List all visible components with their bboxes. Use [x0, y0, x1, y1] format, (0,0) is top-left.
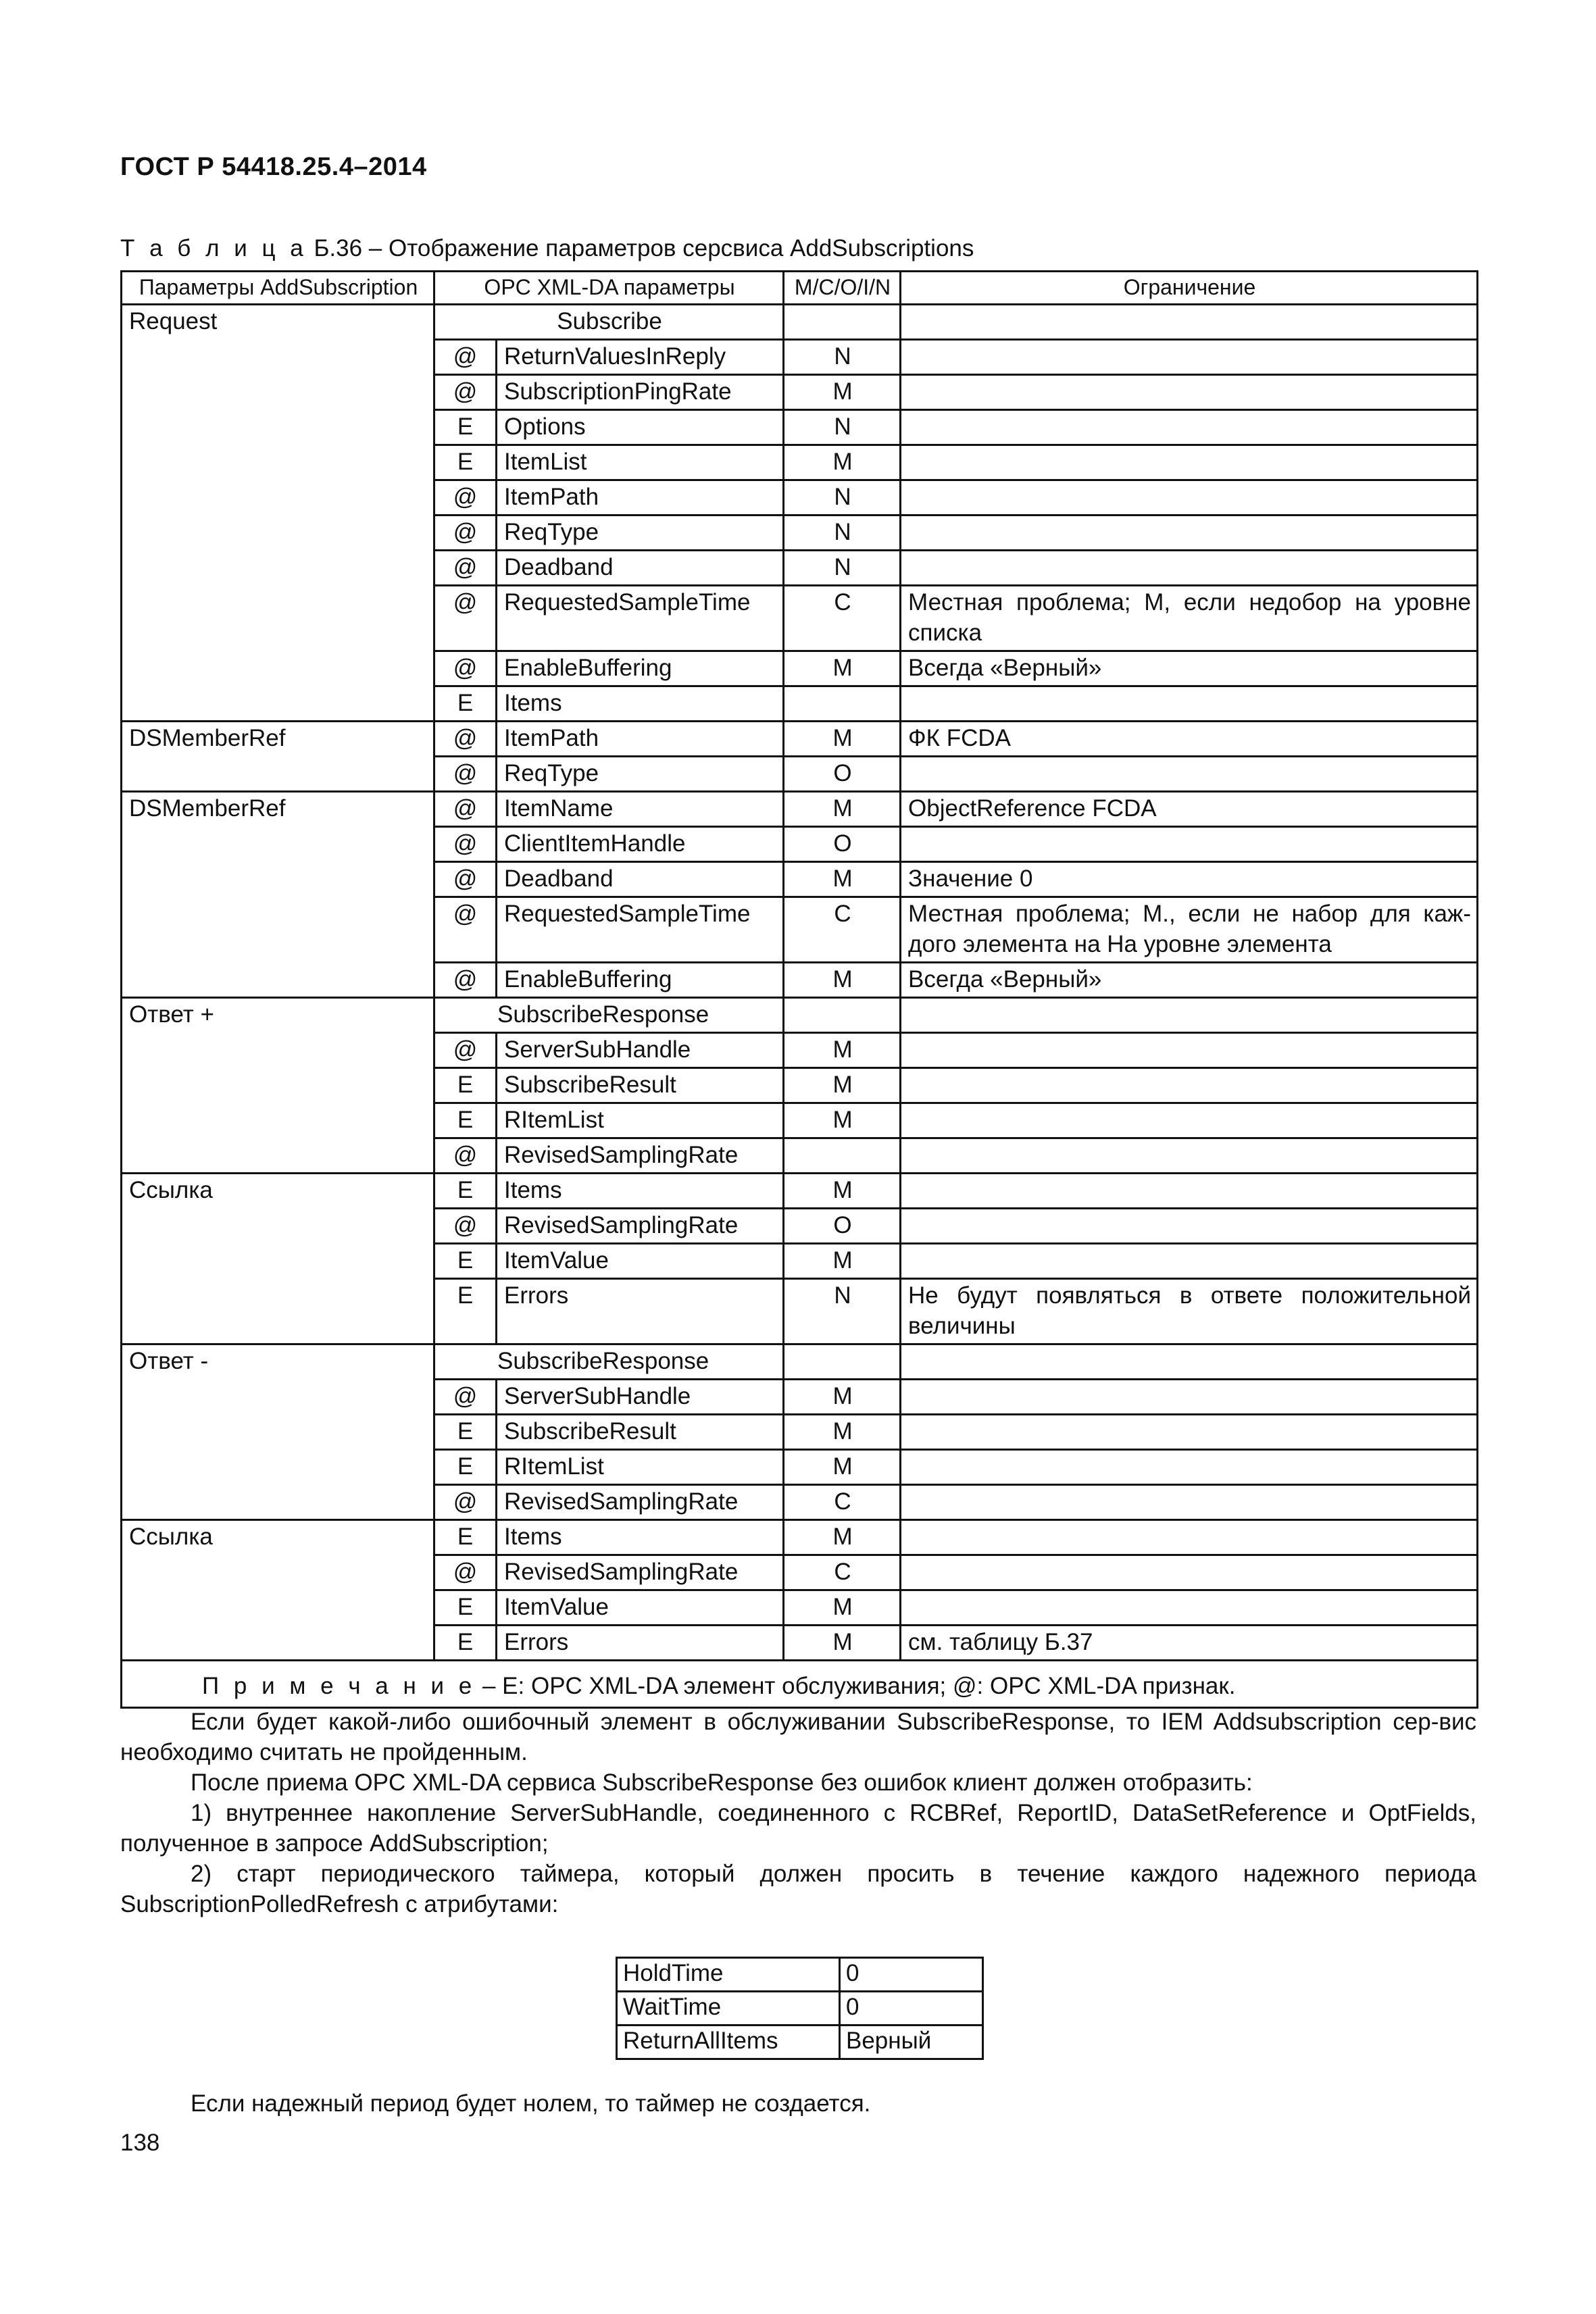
opc-type-cell: E	[434, 686, 497, 722]
timer-attribute-name: WaitTime	[617, 1992, 840, 2026]
table-row	[122, 862, 1478, 897]
opc-name-cell: SubscriptionPingRate	[497, 375, 784, 410]
opc-type-cell: @	[434, 651, 497, 686]
table-row	[122, 897, 1478, 963]
table-row	[122, 792, 1478, 827]
table-row	[122, 1279, 1478, 1344]
paragraph: 1) внутреннее накопление ServerSubHandle, соединенного с RCBRef, ReportID, DataSetReference и OptFields, полученное в запросе AddSubscription;	[120, 1800, 1476, 1857]
opc-type-cell: E	[434, 1244, 497, 1279]
limitation-cell: Всегда «Верный»	[901, 963, 1478, 998]
requirement-cell: M	[784, 1380, 901, 1415]
param-cell: DSMemberRef	[122, 722, 434, 757]
table-header-row	[122, 272, 1478, 305]
column-header: M/C/O/I/N	[784, 272, 901, 305]
param-cell	[122, 340, 434, 375]
table-row	[122, 1209, 1478, 1244]
limitation-cell	[901, 515, 1478, 551]
requirement-cell: N	[784, 515, 901, 551]
opc-type-cell: E	[434, 1415, 497, 1450]
document-header-title: ГОСТ Р 54418.25.4–2014	[120, 153, 427, 181]
limitation-cell	[901, 480, 1478, 515]
opc-name-cell: ItemName	[497, 792, 784, 827]
timer-attribute-value: Верный	[840, 2026, 983, 2059]
table-caption-text: Б.36 – Отображение параметров серсвиса AddSubscriptions	[307, 235, 974, 261]
limitation-cell	[901, 1344, 1478, 1380]
limitation-cell	[901, 1103, 1478, 1138]
requirement-cell	[784, 1344, 901, 1380]
opc-name-cell: RequestedSampleTime	[497, 897, 784, 963]
table-row	[122, 1590, 1478, 1626]
opc-name-cell: ItemValue	[497, 1590, 784, 1626]
param-cell	[122, 445, 434, 480]
limitation-cell	[901, 827, 1478, 862]
limitation-cell	[901, 1450, 1478, 1485]
param-cell	[122, 375, 434, 410]
limitation-cell	[901, 340, 1478, 375]
opc-name-cell: ServerSubHandle	[497, 1033, 784, 1068]
opc-type-cell: @	[434, 1138, 497, 1174]
param-cell	[122, 1380, 434, 1415]
requirement-cell: M	[784, 1174, 901, 1209]
opc-name-cell: ReturnValuesInReply	[497, 340, 784, 375]
opc-type-cell: @	[434, 1209, 497, 1244]
table-note-text: – E: OPC XML-DA элемент обслуживания; @: OPC XML-DA признак.	[476, 1673, 1236, 1699]
limitation-cell	[901, 1555, 1478, 1590]
opc-name-cell: Subscribe	[434, 305, 784, 340]
table-row	[122, 1103, 1478, 1138]
limitation-cell: ФК FCDA	[901, 722, 1478, 757]
opc-type-cell: @	[434, 1485, 497, 1520]
limitation-cell	[901, 305, 1478, 340]
table-row	[122, 651, 1478, 686]
requirement-cell: M	[784, 792, 901, 827]
table-row	[122, 410, 1478, 445]
table-row	[122, 963, 1478, 998]
opc-type-cell: @	[434, 1380, 497, 1415]
opc-type-cell: E	[434, 410, 497, 445]
opc-name-cell: ClientItemHandle	[497, 827, 784, 862]
param-cell: Ссылка	[122, 1520, 434, 1555]
requirement-cell: M	[784, 862, 901, 897]
opc-type-cell: @	[434, 340, 497, 375]
table-row	[122, 551, 1478, 586]
requirement-cell: M	[784, 445, 901, 480]
table-row	[122, 1244, 1478, 1279]
page-number: 138	[120, 2130, 160, 2156]
opc-name-cell: EnableBuffering	[497, 651, 784, 686]
param-cell: Ссылка	[122, 1174, 434, 1209]
requirement-cell: M	[784, 1033, 901, 1068]
param-cell	[122, 1626, 434, 1661]
opc-type-cell: E	[434, 1626, 497, 1661]
opc-type-cell: @	[434, 375, 497, 410]
timer-attribute-row	[617, 1992, 983, 2026]
table-row	[122, 722, 1478, 757]
param-cell	[122, 1590, 434, 1626]
opc-type-cell: E	[434, 445, 497, 480]
paragraph: После приема OPC XML-DA сервиса SubscribeResponse без ошибок клиент должен отобразить:	[191, 1769, 1253, 1796]
requirement-cell: M	[784, 1520, 901, 1555]
requirement-cell: N	[784, 340, 901, 375]
param-cell: DSMemberRef	[122, 792, 434, 827]
opc-name-cell: RItemList	[497, 1103, 784, 1138]
limitation-cell	[901, 1590, 1478, 1626]
limitation-cell	[901, 757, 1478, 792]
opc-name-cell: Deadband	[497, 862, 784, 897]
requirement-cell	[784, 686, 901, 722]
table-row	[122, 1174, 1478, 1209]
table-row	[122, 686, 1478, 722]
requirement-cell: N	[784, 480, 901, 515]
table-row	[122, 1138, 1478, 1174]
opc-name-cell: SubscribeResponse	[434, 998, 784, 1033]
requirement-cell: N	[784, 410, 901, 445]
table-row	[122, 1068, 1478, 1103]
table-row	[122, 375, 1478, 410]
paragraph: Если будет какой-либо ошибочный элемент в обслуживании SubscribeResponse, то IEM Addsubscription сер-вис необходимо считать не пройденным.	[120, 1709, 1476, 1765]
limitation-cell	[901, 445, 1478, 480]
opc-name-cell: ItemPath	[497, 722, 784, 757]
limitation-cell: Всегда «Верный»	[901, 651, 1478, 686]
opc-name-cell: RequestedSampleTime	[497, 586, 784, 651]
opc-name-cell: ItemPath	[497, 480, 784, 515]
opc-type-cell: @	[434, 1555, 497, 1590]
param-cell	[122, 410, 434, 445]
limitation-cell: Местная проблема; М., если не набор для каж-дого элемента на На уровне элемента	[901, 897, 1478, 963]
param-cell: Ответ +	[122, 998, 434, 1033]
timer-attribute-row	[617, 2026, 983, 2059]
limitation-cell	[901, 1033, 1478, 1068]
opc-name-cell: RevisedSamplingRate	[497, 1209, 784, 1244]
opc-type-cell: @	[434, 757, 497, 792]
table-row	[122, 445, 1478, 480]
param-cell	[122, 1244, 434, 1279]
table-caption-prefix: Т а б л и ц а	[120, 235, 307, 261]
param-cell	[122, 1555, 434, 1590]
param-cell	[122, 827, 434, 862]
requirement-cell: O	[784, 827, 901, 862]
opc-type-cell: E	[434, 1103, 497, 1138]
timer-attribute-row	[617, 1958, 983, 1992]
opc-type-cell: E	[434, 1450, 497, 1485]
opc-type-cell: @	[434, 963, 497, 998]
param-cell	[122, 1103, 434, 1138]
column-header: Параметры AddSubscription	[122, 272, 434, 305]
requirement-cell: M	[784, 722, 901, 757]
limitation-cell: Местная проблема; М, если недобор на уровне списка	[901, 586, 1478, 651]
table-caption	[120, 235, 974, 262]
timer-attribute-value: 0	[840, 1992, 983, 2026]
opc-name-cell: EnableBuffering	[497, 963, 784, 998]
limitation-cell	[901, 1209, 1478, 1244]
limitation-cell	[901, 1138, 1478, 1174]
limitation-cell	[901, 1244, 1478, 1279]
requirement-cell: C	[784, 1555, 901, 1590]
limitation-cell	[901, 1520, 1478, 1555]
opc-name-cell: Deadband	[497, 551, 784, 586]
param-cell	[122, 551, 434, 586]
param-cell	[122, 1068, 434, 1103]
param-cell	[122, 897, 434, 963]
table-row	[122, 340, 1478, 375]
table-row	[122, 1520, 1478, 1555]
final-paragraph: Если надежный период будет нолем, то таймер не создается.	[191, 2090, 871, 2117]
opc-type-cell: @	[434, 1033, 497, 1068]
opc-name-cell: RItemList	[497, 1450, 784, 1485]
requirement-cell: M	[784, 1415, 901, 1450]
opc-type-cell: @	[434, 551, 497, 586]
limitation-cell: ObjectReference FCDA	[901, 792, 1478, 827]
opc-type-cell: E	[434, 1520, 497, 1555]
param-cell	[122, 480, 434, 515]
opc-name-cell: RevisedSamplingRate	[497, 1138, 784, 1174]
requirement-cell: M	[784, 1590, 901, 1626]
paragraph: 2) старт периодического таймера, который должен просить в течение каждого надежного периода SubscriptionPolledRefresh с атрибутами:	[120, 1861, 1476, 1917]
limitation-cell	[901, 998, 1478, 1033]
limitation-cell: см. таблицу Б.37	[901, 1626, 1478, 1661]
opc-type-cell: @	[434, 862, 497, 897]
param-cell	[122, 1279, 434, 1344]
opc-name-cell: RevisedSamplingRate	[497, 1485, 784, 1520]
opc-name-cell: Options	[497, 410, 784, 445]
opc-type-cell: @	[434, 792, 497, 827]
opc-type-cell: @	[434, 480, 497, 515]
opc-name-cell: ItemList	[497, 445, 784, 480]
opc-name-cell: SubscribeResponse	[434, 1344, 784, 1380]
opc-type-cell: E	[434, 1279, 497, 1344]
timer-attributes-table	[616, 1957, 984, 2060]
requirement-cell	[784, 998, 901, 1033]
requirement-cell: O	[784, 757, 901, 792]
requirement-cell: M	[784, 1626, 901, 1661]
opc-name-cell: SubscribeResult	[497, 1415, 784, 1450]
opc-type-cell: @	[434, 722, 497, 757]
param-cell	[122, 1138, 434, 1174]
opc-name-cell: Items	[497, 1174, 784, 1209]
table-row	[122, 515, 1478, 551]
requirement-cell: C	[784, 897, 901, 963]
opc-name-cell: Items	[497, 686, 784, 722]
table-row	[122, 1450, 1478, 1485]
table-row	[122, 1033, 1478, 1068]
param-cell	[122, 515, 434, 551]
opc-name-cell: Items	[497, 1520, 784, 1555]
opc-name-cell: RevisedSamplingRate	[497, 1555, 784, 1590]
param-cell	[122, 1033, 434, 1068]
opc-type-cell: E	[434, 1590, 497, 1626]
param-cell	[122, 1209, 434, 1244]
opc-name-cell: ReqType	[497, 515, 784, 551]
opc-type-cell: E	[434, 1068, 497, 1103]
limitation-cell: Не будут появляться в ответе положительной величины	[901, 1279, 1478, 1344]
param-cell	[122, 586, 434, 651]
opc-type-cell: @	[434, 515, 497, 551]
opc-name-cell: SubscribeResult	[497, 1068, 784, 1103]
limitation-cell	[901, 551, 1478, 586]
table-note-prefix: П р и м е ч а н и е	[202, 1673, 476, 1699]
table-row	[122, 1415, 1478, 1450]
requirement-cell: M	[784, 1068, 901, 1103]
timer-attribute-name: HoldTime	[617, 1958, 840, 1992]
opc-name-cell: ServerSubHandle	[497, 1380, 784, 1415]
opc-name-cell: Errors	[497, 1279, 784, 1344]
requirement-cell: C	[784, 1485, 901, 1520]
requirement-cell: M	[784, 1450, 901, 1485]
limitation-cell	[901, 375, 1478, 410]
requirement-cell: O	[784, 1209, 901, 1244]
requirement-cell: M	[784, 1244, 901, 1279]
timer-attribute-name: ReturnAllItems	[617, 2026, 840, 2059]
subscription-parameters-table	[120, 270, 1478, 1709]
requirement-cell	[784, 305, 901, 340]
table-row	[122, 305, 1478, 340]
limitation-cell: Значение 0	[901, 862, 1478, 897]
limitation-cell	[901, 1174, 1478, 1209]
param-cell	[122, 686, 434, 722]
limitation-cell	[901, 1068, 1478, 1103]
param-cell	[122, 1485, 434, 1520]
column-header: Ограничение	[901, 272, 1478, 305]
table-row	[122, 1626, 1478, 1661]
limitation-cell	[901, 1485, 1478, 1520]
requirement-cell: M	[784, 963, 901, 998]
limitation-cell	[901, 410, 1478, 445]
requirement-cell: N	[784, 551, 901, 586]
requirement-cell: M	[784, 375, 901, 410]
requirement-cell: M	[784, 651, 901, 686]
table-row	[122, 827, 1478, 862]
param-cell: Request	[122, 305, 434, 340]
table-row	[122, 1344, 1478, 1380]
table-row	[122, 757, 1478, 792]
param-cell	[122, 757, 434, 792]
requirement-cell: C	[784, 586, 901, 651]
opc-name-cell: Errors	[497, 1626, 784, 1661]
opc-type-cell: E	[434, 1174, 497, 1209]
limitation-cell	[901, 1415, 1478, 1450]
limitation-cell	[901, 1380, 1478, 1415]
opc-type-cell: @	[434, 897, 497, 963]
opc-name-cell: ReqType	[497, 757, 784, 792]
table-row	[122, 1485, 1478, 1520]
limitation-cell	[901, 686, 1478, 722]
param-cell	[122, 1450, 434, 1485]
column-header: OPC XML-DA параметры	[434, 272, 784, 305]
opc-type-cell: @	[434, 827, 497, 862]
param-cell: Ответ -	[122, 1344, 434, 1380]
timer-attribute-value: 0	[840, 1958, 983, 1992]
table-note-row	[122, 1661, 1478, 1708]
requirement-cell: N	[784, 1279, 901, 1344]
table-row	[122, 1380, 1478, 1415]
opc-type-cell: @	[434, 586, 497, 651]
requirement-cell	[784, 1138, 901, 1174]
requirement-cell: M	[784, 1103, 901, 1138]
param-cell	[122, 651, 434, 686]
param-cell	[122, 862, 434, 897]
param-cell	[122, 963, 434, 998]
table-row	[122, 998, 1478, 1033]
table-row	[122, 586, 1478, 651]
table-row	[122, 1555, 1478, 1590]
table-row	[122, 480, 1478, 515]
table-note	[122, 1661, 1478, 1708]
param-cell	[122, 1415, 434, 1450]
opc-name-cell: ItemValue	[497, 1244, 784, 1279]
